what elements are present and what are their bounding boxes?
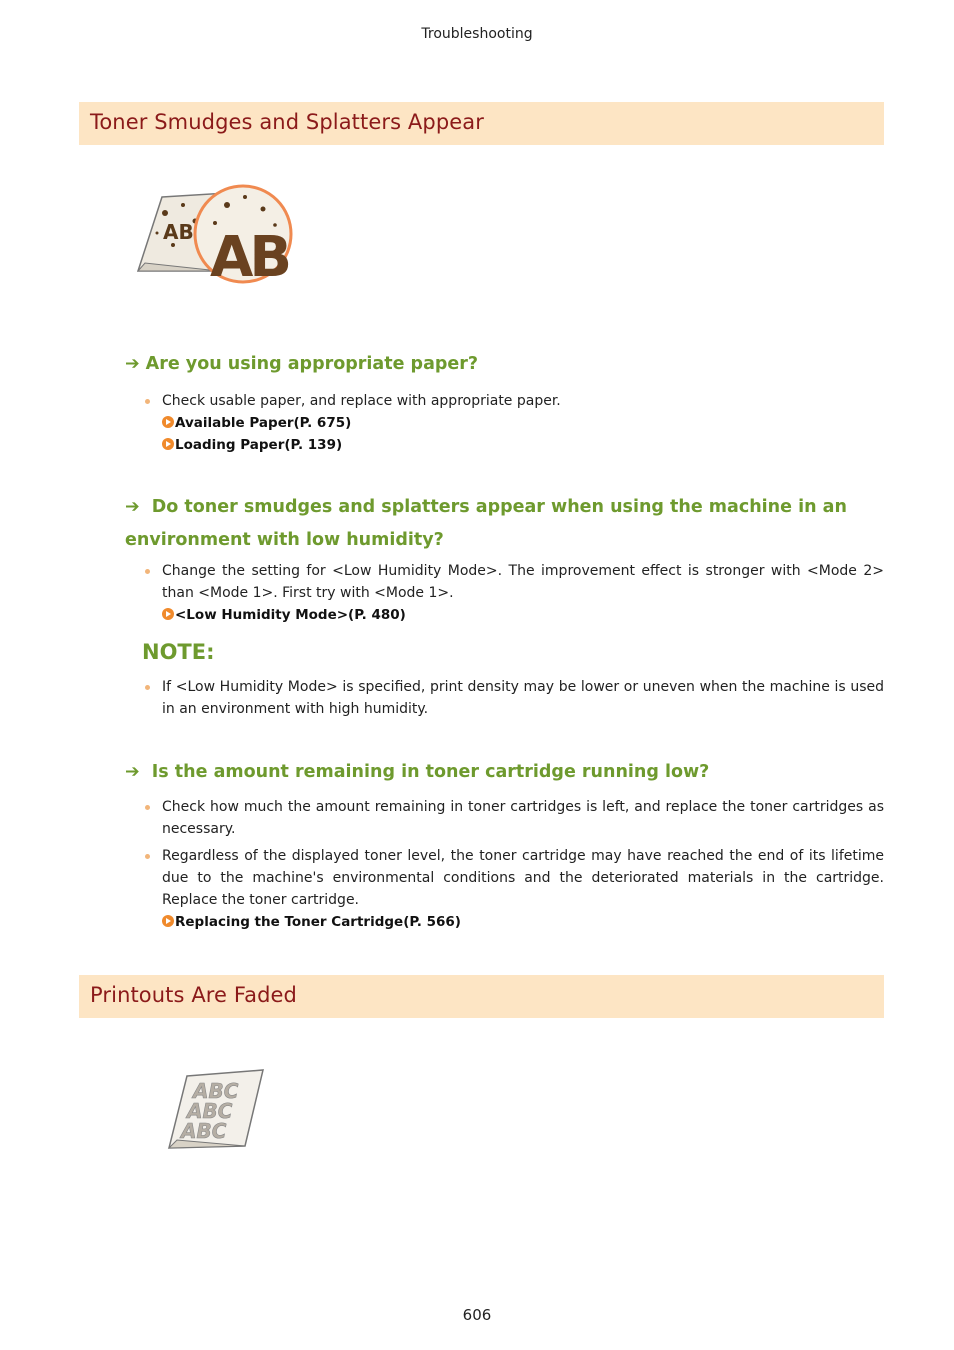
bullet-dot-icon [145, 399, 150, 404]
faded-text-line-1: ABC [193, 1079, 239, 1103]
link-replacing-toner-cartridge[interactable]: Replacing the Toner Cartridge(P. 566) [162, 911, 884, 933]
bullet-dot-icon [145, 854, 150, 859]
bullet-text: Check usable paper, and replace with appropriate paper. [162, 393, 561, 409]
page-header: Troubleshooting [421, 26, 533, 42]
bullet-list [145, 390, 884, 456]
bullet-text: Change the setting for <Low Humidity Mode>. The improvement effect is stronger with <Mode 2> than <Mode 1>. First try with <Mode 1>. [162, 563, 884, 601]
question-line-2: environment with low humidity? [125, 530, 444, 550]
toner-smudge-illustration [135, 183, 297, 287]
faded-printout-illustration [165, 1068, 267, 1154]
question-low-humidity [125, 491, 885, 557]
link-loading-paper[interactable]: Loading Paper(P. 139) [162, 434, 884, 456]
question-appropriate-paper [125, 348, 885, 381]
bullet-text: Regardless of the displayed toner level, the toner cartridge may have reached the end of its lifetime due to the machine's environmental conditions and the deteriorated materials in the cartridge. Replace the toner cartridge. [162, 848, 884, 908]
section-heading-printouts-faded [79, 975, 884, 1018]
arrow-icon: ➔ [125, 354, 140, 374]
link-arrow-icon [162, 608, 174, 620]
question-text: Is the amount remaining in toner cartridge running low? [151, 762, 710, 782]
link-arrow-icon [162, 416, 174, 428]
bullet-dot-icon [145, 685, 150, 690]
question-toner-low [125, 756, 885, 789]
smudge-small-text: AB [163, 220, 194, 244]
link-available-paper[interactable]: Available Paper(P. 675) [162, 412, 884, 434]
link-arrow-icon [162, 915, 174, 927]
note-title: NOTE: [142, 640, 215, 664]
list-item [145, 796, 884, 840]
list-item [145, 845, 884, 933]
arrow-icon: ➔ [125, 762, 140, 782]
bullet-text: If <Low Humidity Mode> is specified, print density may be lower or uneven when the machine is used in an environment with high humidity. [162, 679, 884, 717]
bullet-dot-icon [145, 805, 150, 810]
bullet-list [145, 560, 884, 626]
bullet-dot-icon [145, 569, 150, 574]
list-item [145, 560, 884, 626]
page-number: 606 [462, 1306, 492, 1324]
smudge-magnified-text: AB [210, 225, 289, 287]
arrow-icon: ➔ [125, 497, 140, 517]
section-heading-toner-smudges [79, 102, 884, 145]
question-text: Are you using appropriate paper? [145, 354, 479, 374]
faded-text-line-3: ABC [181, 1119, 227, 1143]
section-title: Printouts Are Faded [90, 983, 297, 1007]
list-item [145, 676, 884, 720]
list-item [145, 390, 884, 456]
section-title: Toner Smudges and Splatters Appear [90, 110, 484, 134]
question-line-1: ➔ Do toner smudges and splatters appear when using the machine in an [125, 497, 847, 517]
bullet-list [145, 796, 884, 933]
note-bullet-list [145, 676, 884, 720]
faded-text-line-2: ABC [187, 1099, 233, 1123]
bullet-text: Check how much the amount remaining in toner cartridges is left, and replace the toner cartridges as necessary. [162, 799, 884, 837]
link-low-humidity-mode[interactable]: <Low Humidity Mode>(P. 480) [162, 604, 884, 626]
link-arrow-icon [162, 438, 174, 450]
